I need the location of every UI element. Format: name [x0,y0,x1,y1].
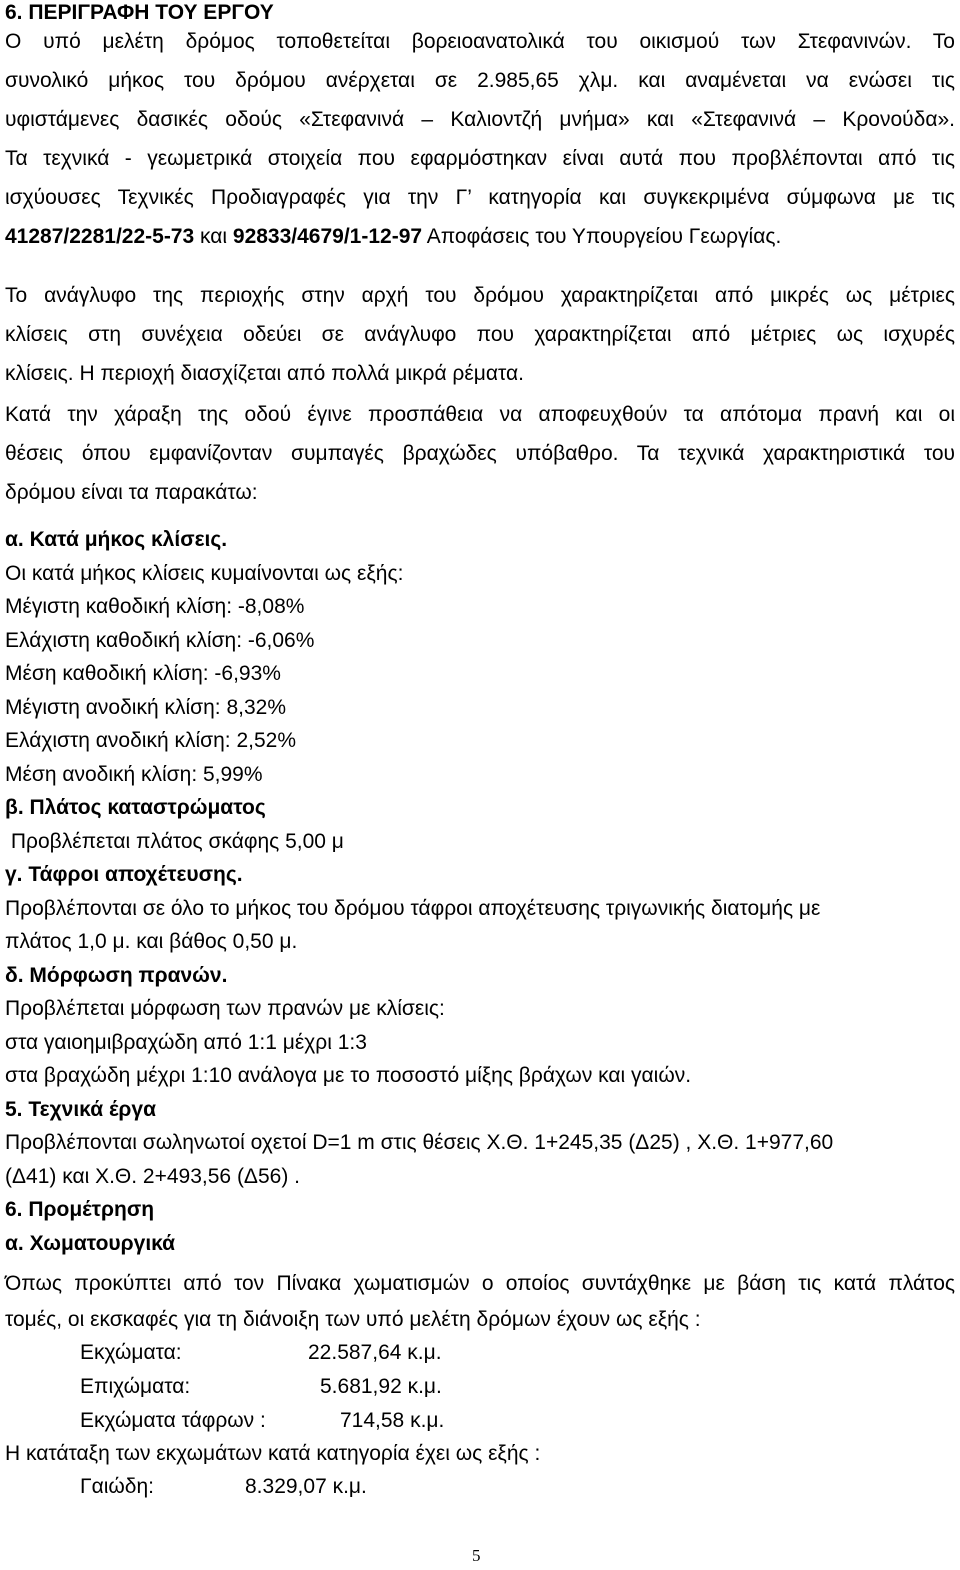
text-line: Μέγιστη ανοδική κλίση: 8,32% [5,695,286,719]
soil-value: 8.329,07 κ.μ. [245,1475,367,1498]
text-line: Προβλέπεται μόρφωση των πρανών με κλίσεις: [5,997,445,1020]
terrain-paragraph [5,276,955,393]
alignment-line: θέσεις όπου εμφανίζονταν συμπαγές βραχώδες υπόβαθρο. Τα τεχνικά χαρακτηριστικά του [5,442,955,465]
subsection-title: δ. Μόρφωση πρανών. [5,963,228,987]
quantity-value: 714,58 κ.μ. [340,1409,445,1432]
section-heading: 6. ΠΕΡΙΓΡΑΦΗ ΤΟΥ ΕΡΓΟΥ [5,1,274,24]
earthworks-paragraph [5,1266,955,1338]
quantity-label: Εκχώματα τάφρων : [80,1409,266,1432]
earthworks-line: τομές, οι εκσκαφές για τη διάνοιξη των υπό μελέτη δρόμων έχουν ως εξής : [5,1308,701,1331]
decision-line [5,217,955,256]
text-line: Προβλέπονται σωληνωτοί οχετοί D=1 m στις θέσεις Χ.Θ. 1+245,35 (Δ25) , Χ.Θ. 1+977,60 [5,1131,834,1154]
page-number: 5 [472,1546,481,1565]
quantity-label: Εκχώματα: [80,1341,182,1364]
quantity-value: 22.587,64 κ.μ. [308,1341,442,1364]
text-line: Προβλέπονται σε όλο το μήκος του δρόμου τάφροι αποχέτευσης τριγωνικής διατομής με [5,896,821,920]
text-line: Ελάχιστη καθοδική κλίση: -6,06% [5,628,315,652]
intro-line: ισχύουσες Τεχνικές Προδιαγραφές για την Γ’ κατηγορία και συγκεκριμένα σύμφωνα με τις [5,186,955,209]
subsection-title: α. Χωματουργικά [5,1231,176,1255]
terrain-line: κλίσεις. Η περιοχή διασχίζεται από πολλά μικρά ρέματα. [5,362,524,385]
technical-sections [5,523,833,1260]
subsection-title: γ. Τάφροι αποχέτευσης. [5,863,243,886]
terrain-line: Το ανάγλυφο της περιοχής στην αρχή του δρόμου χαρακτηρίζεται από μικρές ως μέτριες [5,284,955,307]
text-line: Μέση ανοδική κλίση: 5,99% [5,762,263,786]
text-line: πλάτος 1,0 μ. και βάθος 0,50 μ. [5,930,298,953]
text-line: στα γαιοημιβραχώδη από 1:1 μέχρι 1:3 [5,1030,367,1054]
text-line: Προβλέπεται πλάτος σκάφης 5,00 μ [5,829,344,853]
soil-label: Γαιώδη: [80,1475,154,1498]
quantity-label: Επιχώματα: [80,1375,191,1398]
text-line: (Δ41) και Χ.Θ. 2+493,56 (Δ56) . [5,1164,300,1188]
intro-line: υφιστάμενες δασικές οδούς «Στεφανινά – Καλιοντζή μνήμα» και «Στεφανινά – Κρονούδα». [5,108,955,131]
subsection-title: 6. Προμέτρηση [5,1198,155,1221]
subsection-title: α. Κατά μήκος κλίσεις. [5,528,228,551]
intro-line: Τα τεχνικά - γεωμετρικά στοιχεία που εφαρμόστηκαν είναι αυτά που προβλέπονται από τις [5,147,955,170]
decision-conjunction: και [194,225,233,248]
subsection-title: 5. Τεχνικά έργα [5,1097,156,1121]
terrain-line: κλίσεις στη συνέχεια οδεύει σε ανάγλυφο που χαρακτηρίζεται από μέτριες ως ισχυρές [5,323,955,346]
alignment-line: Κατά την χάραξη της οδού έγινε προσπάθεια να αποφευχθούν τα απότομα πρανή και οι [5,403,955,426]
decision-number-2: 92833/4679/1-12-97 [232,225,423,248]
intro-line: συνολικό μήκος του δρόμου ανέρχεται σε 2.985,65 χλμ. και αναμένεται να ενώσει τις [5,69,955,92]
intro-line: Ο υπό μελέτη δρόμος τοποθετείται βορειοανατολικά του οικισμού των Στεφανινών. Το [5,30,955,53]
classification-line: Η κατάταξη των εκχωμάτων κατά κατηγορία έχει ως εξής : [5,1442,541,1465]
earthworks-line: Όπως προκύπτει από τον Πίνακα χωματισμών ο οποίος συντάχθηκε με βάση τις κατά πλάτος [5,1272,955,1295]
alignment-line: δρόμου είναι τα παρακάτω: [5,481,258,504]
decision-text: Αποφάσεις του Υπουργείου Γεωργίας. [422,225,782,248]
alignment-paragraph [5,395,955,512]
text-line: στα βραχώδη μέχρι 1:10 ανάλογα με το ποσοστό μίξης βράχων και γαιών. [5,1064,692,1087]
quantity-value: 5.681,92 κ.μ. [320,1375,442,1398]
subsection-title: β. Πλάτος καταστρώματος [5,796,266,819]
text-line: Μέση καθοδική κλίση: -6,93% [5,662,281,685]
decision-number-1: 41287/2281/22-5-73 [5,225,195,248]
text-line: Ελάχιστη ανοδική κλίση: 2,52% [5,729,296,752]
text-line: Οι κατά μήκος κλίσεις κυμαίνονται ως εξής: [5,561,404,585]
text-line: Μέγιστη καθοδική κλίση: -8,08% [5,595,305,618]
intro-paragraph [5,22,955,256]
